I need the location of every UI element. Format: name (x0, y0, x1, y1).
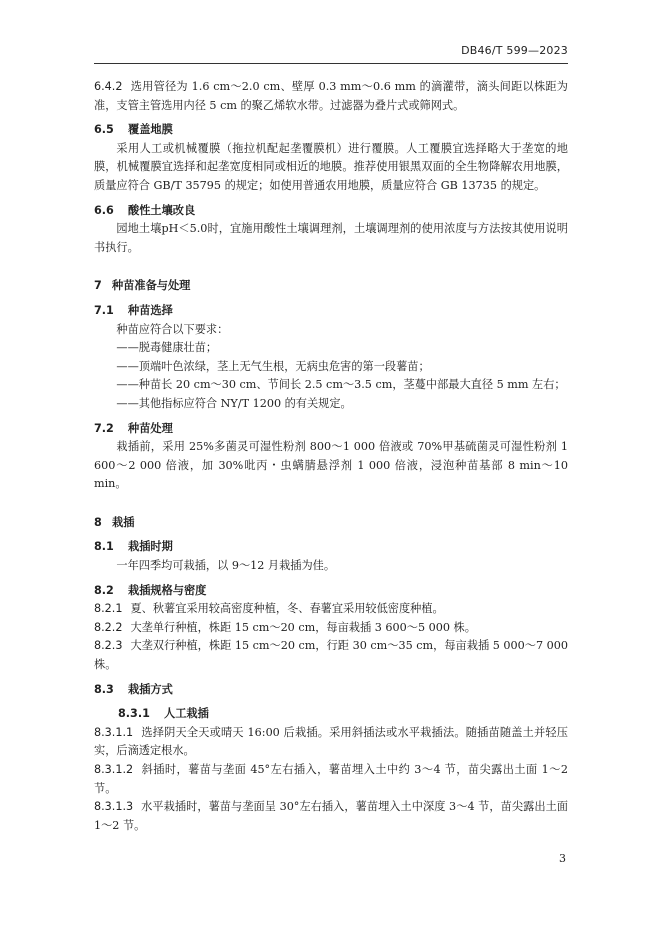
clause-paragraph (94, 619, 568, 638)
heading-number: 8.3 (94, 682, 114, 696)
document-body (94, 78, 568, 835)
list-item: ——其他指标应符合 NY/T 1200 的有关规定。 (116, 396, 352, 410)
clause-paragraph (94, 761, 568, 798)
body-paragraph: 采用人工或机械覆膜（拖拉机配起垄覆膜机）进行覆膜。人工覆膜宜选择略大于垄宽的地膜，机械覆膜宜选择和起垄宽度相同或相近的地膜。推荐使用银黑双面的全生物降解农用地膜，质量应符合 GB/T 35795 的规定；如使用普通农用地膜，质量应符合 GB 13735 的规定。 (94, 141, 568, 192)
clause-paragraph (94, 724, 568, 761)
section-heading (94, 582, 568, 601)
body-paragraph: 一年四季均可栽插，以 9～12 月栽插为佳。 (116, 559, 336, 573)
section-heading (94, 302, 568, 321)
heading-number: 8.1 (94, 540, 114, 554)
section-heading (94, 681, 568, 700)
clause-text: 大垄双行种植，株距 15 cm～20 cm，行距 30 cm～35 cm，每亩栽插 5 000～7 000 株。 (94, 639, 568, 672)
clause-text: 大垄单行种植，株距 15 cm～20 cm，每亩栽插 3 600～5 000 株。 (130, 620, 476, 634)
section-heading (94, 538, 568, 557)
heading-number: 8 (94, 515, 102, 529)
clause-number: 8.3.1.2 (94, 763, 134, 776)
clause-number: 8.2.2 (94, 620, 123, 634)
body-paragraph: 园地土壤pH＜5.0时，宜施用酸性土壤调理剂，土壤调理剂的使用浓度与方法按其使用说明书执行。 (94, 222, 568, 254)
clause-paragraph (94, 600, 568, 619)
heading-text: 种苗准备与处理 (112, 279, 191, 293)
clause-paragraph (94, 637, 568, 674)
list-item: ——顶端叶色浓绿，茎上无气生根，无病虫危害的第一段薯苗； (116, 359, 430, 373)
heading-number: 8.3.1 (118, 707, 150, 721)
section-heading (94, 121, 568, 140)
section-heading (94, 202, 568, 221)
clause-text: 选用管径为 1.6 cm～2.0 cm、壁厚 0.3 mm～0.6 mm 的滴灌带，滴头间距以株距为准，支管主管选用内径 5 cm 的聚乙烯软水带。过滤器为叠片式或筛网式。 (94, 80, 568, 112)
heading-text: 栽插方式 (128, 682, 173, 696)
chapter-heading (94, 277, 568, 296)
heading-text: 栽插 (112, 515, 135, 529)
heading-number: 6.5 (94, 123, 114, 137)
body-paragraph: 栽插前，采用 25%多菌灵可湿性粉剂 800～1 000 倍液或 70%甲基硫菌灵可湿性粉剂 1 600～2 000 倍液，加 30%吡丙・虫螨腈悬浮剂 1 000 倍液，浸泡种苗基部 8 min～10 min。 (94, 440, 568, 491)
section-heading (94, 705, 568, 724)
heading-text: 种苗选择 (128, 303, 173, 317)
standard-code: DB46/T 599—2023 (461, 44, 568, 57)
heading-text: 栽插时期 (128, 540, 173, 554)
section-heading (94, 420, 568, 439)
heading-text: 栽插规格与密度 (128, 583, 207, 597)
heading-number: 7 (94, 279, 102, 293)
clause-number: 6.4.2 (94, 80, 123, 93)
heading-number: 6.6 (94, 203, 114, 217)
clause-paragraph (94, 798, 568, 835)
heading-text: 酸性土壤改良 (128, 203, 196, 217)
list-item: ——种苗长 20 cm～30 cm、节间长 2.5 cm～3.5 cm，茎蔓中部最大直径 5 mm 左右； (116, 378, 566, 392)
clause-text: 夏、秋薯宜采用较高密度种植，冬、春薯宜采用较低密度种植。 (130, 602, 444, 616)
clause-number: 8.2.1 (94, 602, 123, 616)
body-paragraph: 种苗应符合以下要求： (116, 322, 229, 336)
clause-number: 8.2.3 (94, 639, 123, 653)
header-rule (94, 63, 568, 64)
heading-number: 7.1 (94, 303, 114, 317)
clause-text: 水平栽插时，薯苗与垄面呈 30°左右插入，薯苗埋入土中深度 3～4 节，苗尖露出土面 1～2 节。 (94, 800, 568, 832)
clause-number: 8.3.1.1 (94, 725, 134, 739)
list-item: ——脱毒健康壮苗； (116, 341, 218, 355)
heading-text: 人工栽插 (164, 707, 209, 721)
heading-text: 覆盖地膜 (128, 123, 173, 137)
clause-number: 8.3.1.3 (94, 800, 134, 814)
heading-text: 种苗处理 (128, 421, 173, 435)
chapter-heading (94, 514, 568, 533)
page-number: 3 (559, 852, 566, 865)
heading-number: 7.2 (94, 421, 114, 435)
clause-text: 斜插时，薯苗与垄面 45°左右插入，薯苗埋入土中约 3～4 节，苗尖露出土面 1～2 节。 (94, 763, 568, 795)
heading-number: 8.2 (94, 583, 114, 597)
clause-text: 选择阴天全天或晴天 16:00 后栽插。采用斜插法或水平栽插法。随插苗随盖土并轻压实，后滴透定根水。 (94, 725, 568, 758)
clause-paragraph (94, 78, 568, 115)
